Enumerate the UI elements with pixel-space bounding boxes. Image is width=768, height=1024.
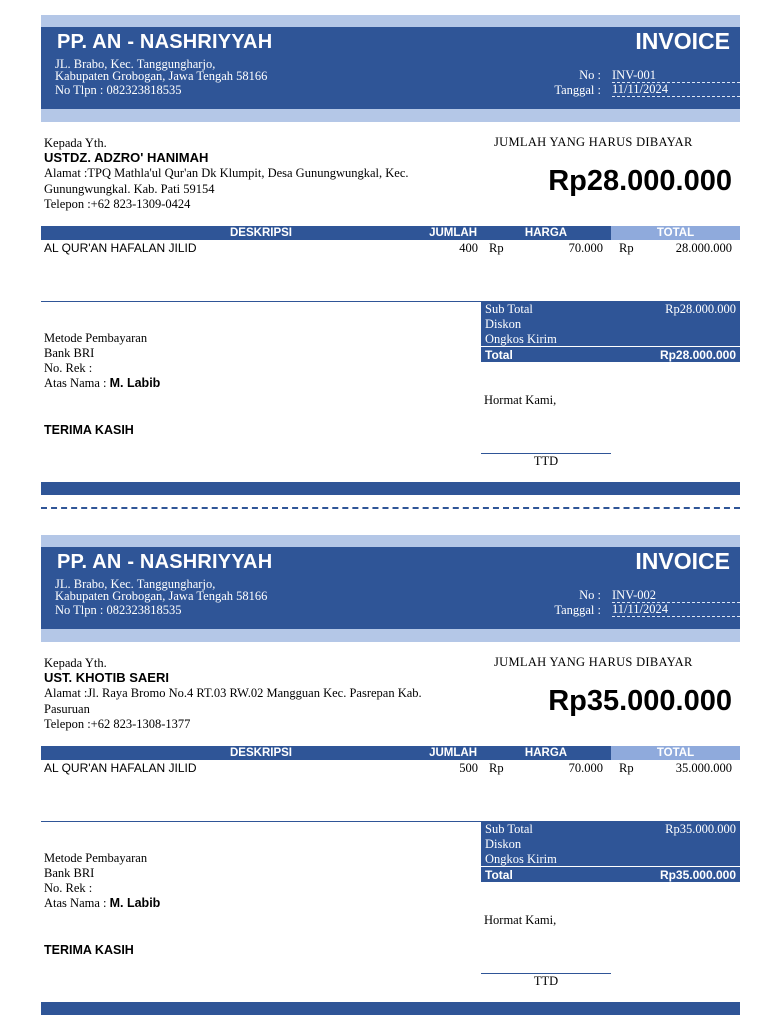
- total-value: Rp28.000.000: [659, 348, 736, 362]
- items-table-header: [41, 226, 740, 240]
- item-quantity: 500: [459, 761, 478, 775]
- shipping-label: Ongkos Kirim: [485, 852, 557, 866]
- invoice-date: 11/11/2024: [612, 603, 740, 617]
- company-address-line1: JL. Brabo, Kec. Tanggungharjo,: [55, 577, 216, 591]
- header-bottom-strip: [41, 629, 740, 642]
- client-name: UST. KHOTIB SAERI: [44, 670, 169, 685]
- price-currency: Rp: [489, 241, 504, 255]
- summary-divider: [481, 346, 740, 347]
- signature-label: TTD: [533, 454, 559, 468]
- invoice-number: INV-001: [612, 69, 740, 83]
- item-price: 70.000: [568, 761, 603, 775]
- header-bottom-strip: [41, 109, 740, 122]
- col-total: TOTAL: [611, 226, 740, 240]
- summary-box: [481, 301, 740, 362]
- company-address-line1: JL. Brabo, Kec. Tanggungharjo,: [55, 57, 216, 71]
- col-description: DESKRIPSI: [41, 226, 481, 240]
- invoice-1: [0, 0, 768, 490]
- header-top-strip: [41, 15, 740, 27]
- payment-method-label: Metode Pembayaran: [44, 331, 148, 345]
- company-address-line2: Kabupaten Grobogan, Jawa Tengah 58166: [55, 589, 268, 603]
- bank-name: Bank BRI: [44, 866, 95, 880]
- invoice-title: INVOICE: [635, 548, 730, 574]
- total-label: Total: [485, 348, 513, 362]
- divider: [41, 301, 481, 302]
- invoice-number-label: No :: [579, 588, 601, 602]
- recipient-label: Kepada Yth.: [44, 136, 107, 150]
- subtotal-label: Sub Total: [485, 822, 533, 836]
- bank-name: Bank BRI: [44, 346, 95, 360]
- col-total: TOTAL: [611, 746, 740, 760]
- client-address: Alamat :TPQ Mathla'ul Qur'an Dk Klumpit, Desa Gunungwungkal, Kec. Gunungwungkal. Kab. Pati 59154: [44, 166, 409, 196]
- company-phone: No Tlpn : 082323818535: [55, 83, 182, 97]
- amount-due: Rp35.000.000: [548, 685, 732, 717]
- client-name: USTDZ. ADZRO' HANIMAH: [44, 150, 209, 165]
- item-total: 28.000.000: [675, 241, 732, 255]
- discount-label: Diskon: [485, 837, 522, 851]
- subtotal-value: Rp35.000.000: [665, 822, 736, 836]
- recipient-label: Kepada Yth.: [44, 656, 107, 670]
- subtotal-label: Sub Total: [485, 302, 533, 316]
- client-address: Alamat :Jl. Raya Bromo No.4 RT.03 RW.02 Mangguan Kec. Pasrepan Kab. Pasuruan: [44, 686, 422, 716]
- invoice-header: [41, 547, 740, 629]
- total-value: Rp35.000.000: [659, 868, 736, 882]
- amount-due-label: JUMLAH YANG HARUS DIBAYAR: [494, 135, 693, 149]
- thank-you-text: TERIMA KASIH: [44, 943, 134, 957]
- invoice-date-label: Tanggal :: [554, 83, 601, 97]
- account-name-label: Atas Nama :: [44, 376, 107, 390]
- invoice-number: INV-002: [612, 589, 740, 603]
- account-name-value: M. Labib: [109, 896, 161, 910]
- invoice-footer-bar: [41, 482, 740, 495]
- col-price: HARGA: [481, 226, 611, 240]
- total-label: Total: [485, 868, 513, 882]
- item-description: AL QUR'AN HAFALAN JILID: [44, 761, 197, 775]
- item-quantity: 400: [459, 241, 478, 255]
- price-currency: Rp: [489, 761, 504, 775]
- regards-text: Hormat Kami,: [484, 913, 557, 927]
- total-currency: Rp: [619, 241, 634, 255]
- account-name-label: Atas Nama :: [44, 896, 107, 910]
- items-table-header: [41, 746, 740, 760]
- account-number-label: No. Rek :: [44, 361, 93, 375]
- col-price: HARGA: [481, 746, 611, 760]
- signature-label: TTD: [533, 974, 559, 988]
- cut-line: [41, 507, 740, 509]
- col-description: DESKRIPSI: [41, 746, 481, 760]
- company-name: PP. AN - NASHRIYYAH: [57, 551, 273, 573]
- invoice-number-label: No :: [579, 68, 601, 82]
- account-name-value: M. Labib: [109, 376, 161, 390]
- table-row: [41, 761, 740, 775]
- invoice-title: INVOICE: [635, 28, 730, 54]
- account-number-label: No. Rek :: [44, 881, 93, 895]
- invoice-header: [41, 27, 740, 109]
- client-phone: Telepon :+62 823-1308-1377: [44, 717, 191, 731]
- total-currency: Rp: [619, 761, 634, 775]
- invoice-footer-bar: [41, 1002, 740, 1015]
- invoice-date: 11/11/2024: [612, 83, 740, 97]
- item-price: 70.000: [568, 241, 603, 255]
- item-total: 35.000.000: [675, 761, 732, 775]
- amount-due-label: JUMLAH YANG HARUS DIBAYAR: [494, 655, 693, 669]
- client-phone: Telepon :+62 823-1309-0424: [44, 197, 191, 211]
- col-quantity: JUMLAH: [429, 747, 477, 759]
- summary-box: [481, 821, 740, 882]
- divider: [41, 821, 481, 822]
- discount-label: Diskon: [485, 317, 522, 331]
- invoice-2: [0, 520, 768, 1010]
- shipping-label: Ongkos Kirim: [485, 332, 557, 346]
- account-name: [44, 376, 160, 391]
- payment-method-label: Metode Pembayaran: [44, 851, 148, 865]
- item-description: AL QUR'AN HAFALAN JILID: [44, 241, 197, 255]
- amount-due: Rp28.000.000: [548, 165, 732, 197]
- col-quantity: JUMLAH: [429, 227, 477, 239]
- company-address-line2: Kabupaten Grobogan, Jawa Tengah 58166: [55, 69, 268, 83]
- regards-text: Hormat Kami,: [484, 393, 557, 407]
- company-name: PP. AN - NASHRIYYAH: [57, 31, 273, 53]
- header-top-strip: [41, 535, 740, 547]
- thank-you-text: TERIMA KASIH: [44, 423, 134, 437]
- company-phone: No Tlpn : 082323818535: [55, 603, 182, 617]
- account-name: [44, 896, 160, 911]
- table-row: [41, 241, 740, 255]
- invoice-date-label: Tanggal :: [554, 603, 601, 617]
- subtotal-value: Rp28.000.000: [665, 302, 736, 316]
- summary-divider: [481, 866, 740, 867]
